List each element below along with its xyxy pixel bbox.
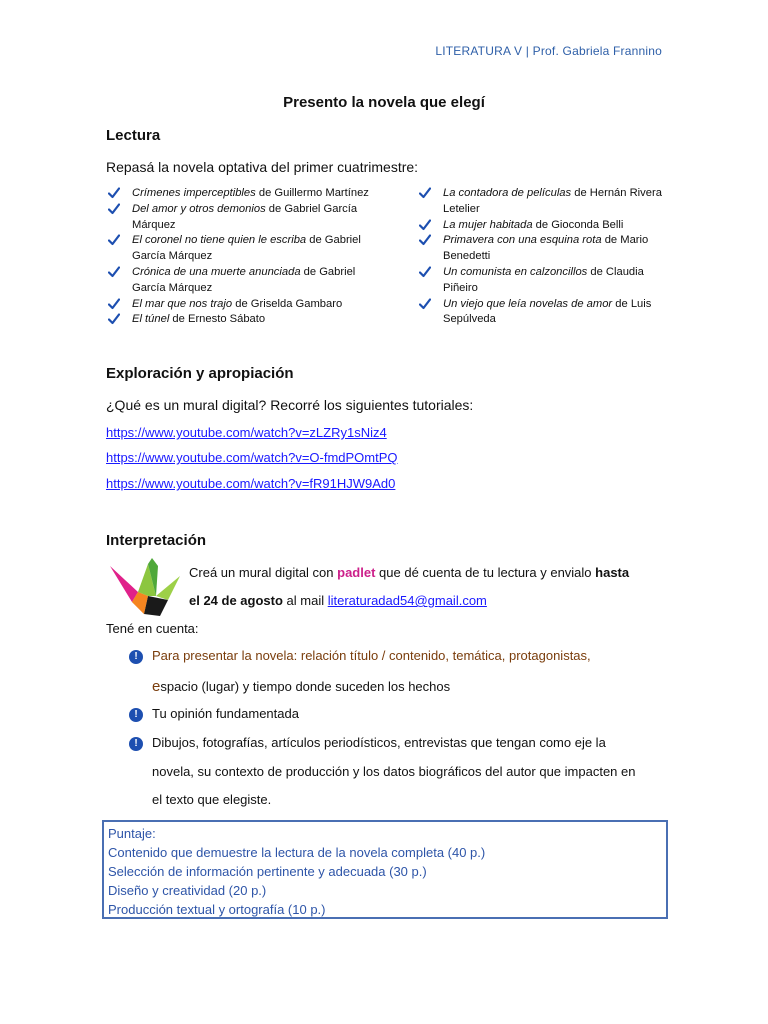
novel-title: Un viejo que leía novelas de amor [443, 297, 613, 310]
novel-list-item [419, 265, 669, 297]
checkmark-icon [419, 234, 431, 246]
course-name: LITERATURA V [435, 44, 523, 58]
checkmark-icon [108, 234, 120, 246]
novel-author: de Gioconda Belli [532, 218, 624, 231]
checkmark-icon [419, 266, 431, 278]
puntaje-line: Contenido que demuestre la lectura de la novela completa (40 p.) [108, 845, 486, 860]
novel-author: de Claudia Piñeiro [443, 265, 644, 294]
email-link[interactable]: literaturadad54@gmail.com [327, 593, 487, 608]
novel-list-item [419, 233, 669, 265]
page-header [0, 44, 662, 58]
novel-author: de Ernesto Sábato [169, 313, 266, 326]
document-title: Presento la novela que elegí [283, 94, 485, 111]
puntaje-line: Selección de información pertinente y adecuada (30 p.) [108, 864, 427, 879]
novel-title: Del amor y otros demonios [132, 202, 266, 215]
bullet-3-line-1: Dibujos, fotografías, artículos periodísticos, entrevistas que tengan como eje la [152, 735, 606, 750]
novel-title: Un comunista en calzoncillos [443, 265, 588, 278]
novel-author: de Griselda Gambaro [232, 297, 343, 310]
novel-list-left [108, 186, 370, 328]
novel-list-item [419, 297, 669, 329]
checkmark-icon [419, 298, 431, 310]
novel-title: Crímenes imperceptibles [132, 187, 256, 199]
novel-list-item [108, 312, 370, 328]
exclamation-icon: ! [129, 737, 143, 751]
puntaje-line: Producción textual y ortografía (10 p.) [108, 902, 326, 917]
checkmark-icon [108, 313, 120, 325]
novel-list-item [419, 218, 669, 234]
exploracion-intro: ¿Qué es un mural digital? Recorré los siguientes tutoriales: [106, 397, 474, 413]
padlet-crane-logo [108, 556, 182, 618]
tutorial-link-1[interactable]: https://www.youtube.com/watch?v=zLZRy1sNiz4 [106, 425, 387, 440]
novel-list-item [419, 186, 669, 218]
padlet-word: padlet [337, 565, 376, 580]
novel-author: de Luis Sepúlveda [443, 297, 652, 326]
novel-author: de Gabriel García Márquez [132, 234, 361, 263]
novel-list-right [419, 186, 669, 328]
bullet-1-line-1: Para presentar la novela: relación título / contenido, temática, protagonistas, [152, 648, 591, 663]
interpretacion-line-2: el 24 de agosto al mail literaturadad54@gmail.com [189, 593, 487, 608]
tene-en-cuenta: Tené en cuenta: [106, 621, 199, 636]
novel-list-item [108, 233, 370, 265]
bullet-2: Tu opinión fundamentada [152, 706, 299, 721]
exclamation-icon: ! [129, 650, 143, 664]
novel-list-item [108, 297, 370, 313]
novel-author: de Gabriel García Márquez [132, 202, 358, 231]
novel-title: Primavera con una esquina rota [443, 234, 602, 247]
interpretacion-line-1: Creá un mural digital con padlet que dé cuenta de tu lectura y envialo hasta [189, 565, 630, 580]
novel-title: Crónica de una muerte anunciada [132, 265, 301, 278]
novel-author: de Guillermo Martínez [255, 187, 369, 199]
novel-title: La contadora de películas [443, 187, 572, 199]
section-heading-exploracion: Exploración y apropiación [106, 365, 294, 382]
novel-list-item [108, 265, 370, 297]
bullet-3-line-3: el texto que elegiste. [152, 792, 272, 807]
novel-title: El coronel no tiene quien le escriba [132, 234, 307, 247]
lectura-intro: Repasá la novela optativa del primer cuatrimestre: [106, 159, 419, 175]
tutorial-link-2[interactable]: https://www.youtube.com/watch?v=O-fmdPOmtPQ [106, 450, 398, 465]
novel-title: La mujer habitada [443, 218, 533, 231]
puntaje-heading: Puntaje: [108, 826, 156, 841]
puntaje-line: Diseño y creatividad (20 p.) [108, 883, 267, 898]
checkmark-icon [419, 187, 431, 199]
novel-list-item [108, 202, 370, 234]
header-separator: | [525, 44, 530, 58]
bullet-3-line-2: novela, su contexto de producción y los datos biográficos del autor que impacten en [152, 764, 636, 779]
section-heading-interpretacion: Interpretación [106, 532, 207, 549]
checkmark-icon [108, 298, 120, 310]
novel-author: de Gabriel García Márquez [132, 265, 356, 294]
novel-author: de Mario Benedetti [443, 234, 649, 263]
teacher-name: Prof. Gabriela Frannino [532, 44, 662, 58]
checkmark-icon [108, 203, 120, 215]
novel-author: de Hernán Rivera Letelier [443, 187, 662, 215]
exclamation-icon: ! [129, 708, 143, 722]
bullet-1-line-2: espacio (lugar) y tiempo donde suceden los hechos [152, 678, 451, 695]
novel-list-item [108, 186, 370, 202]
tutorial-link-3[interactable]: https://www.youtube.com/watch?v=fR91HJW9Ad0 [106, 476, 396, 491]
novel-title: El túnel [132, 313, 170, 326]
puntaje-box [102, 820, 668, 919]
checkmark-icon [108, 266, 120, 278]
novel-title: El mar que nos trajo [132, 297, 233, 310]
checkmark-icon [419, 219, 431, 231]
section-heading-lectura: Lectura [106, 127, 161, 144]
deadline-date: el 24 de agosto [189, 593, 283, 608]
checkmark-icon [108, 187, 120, 199]
